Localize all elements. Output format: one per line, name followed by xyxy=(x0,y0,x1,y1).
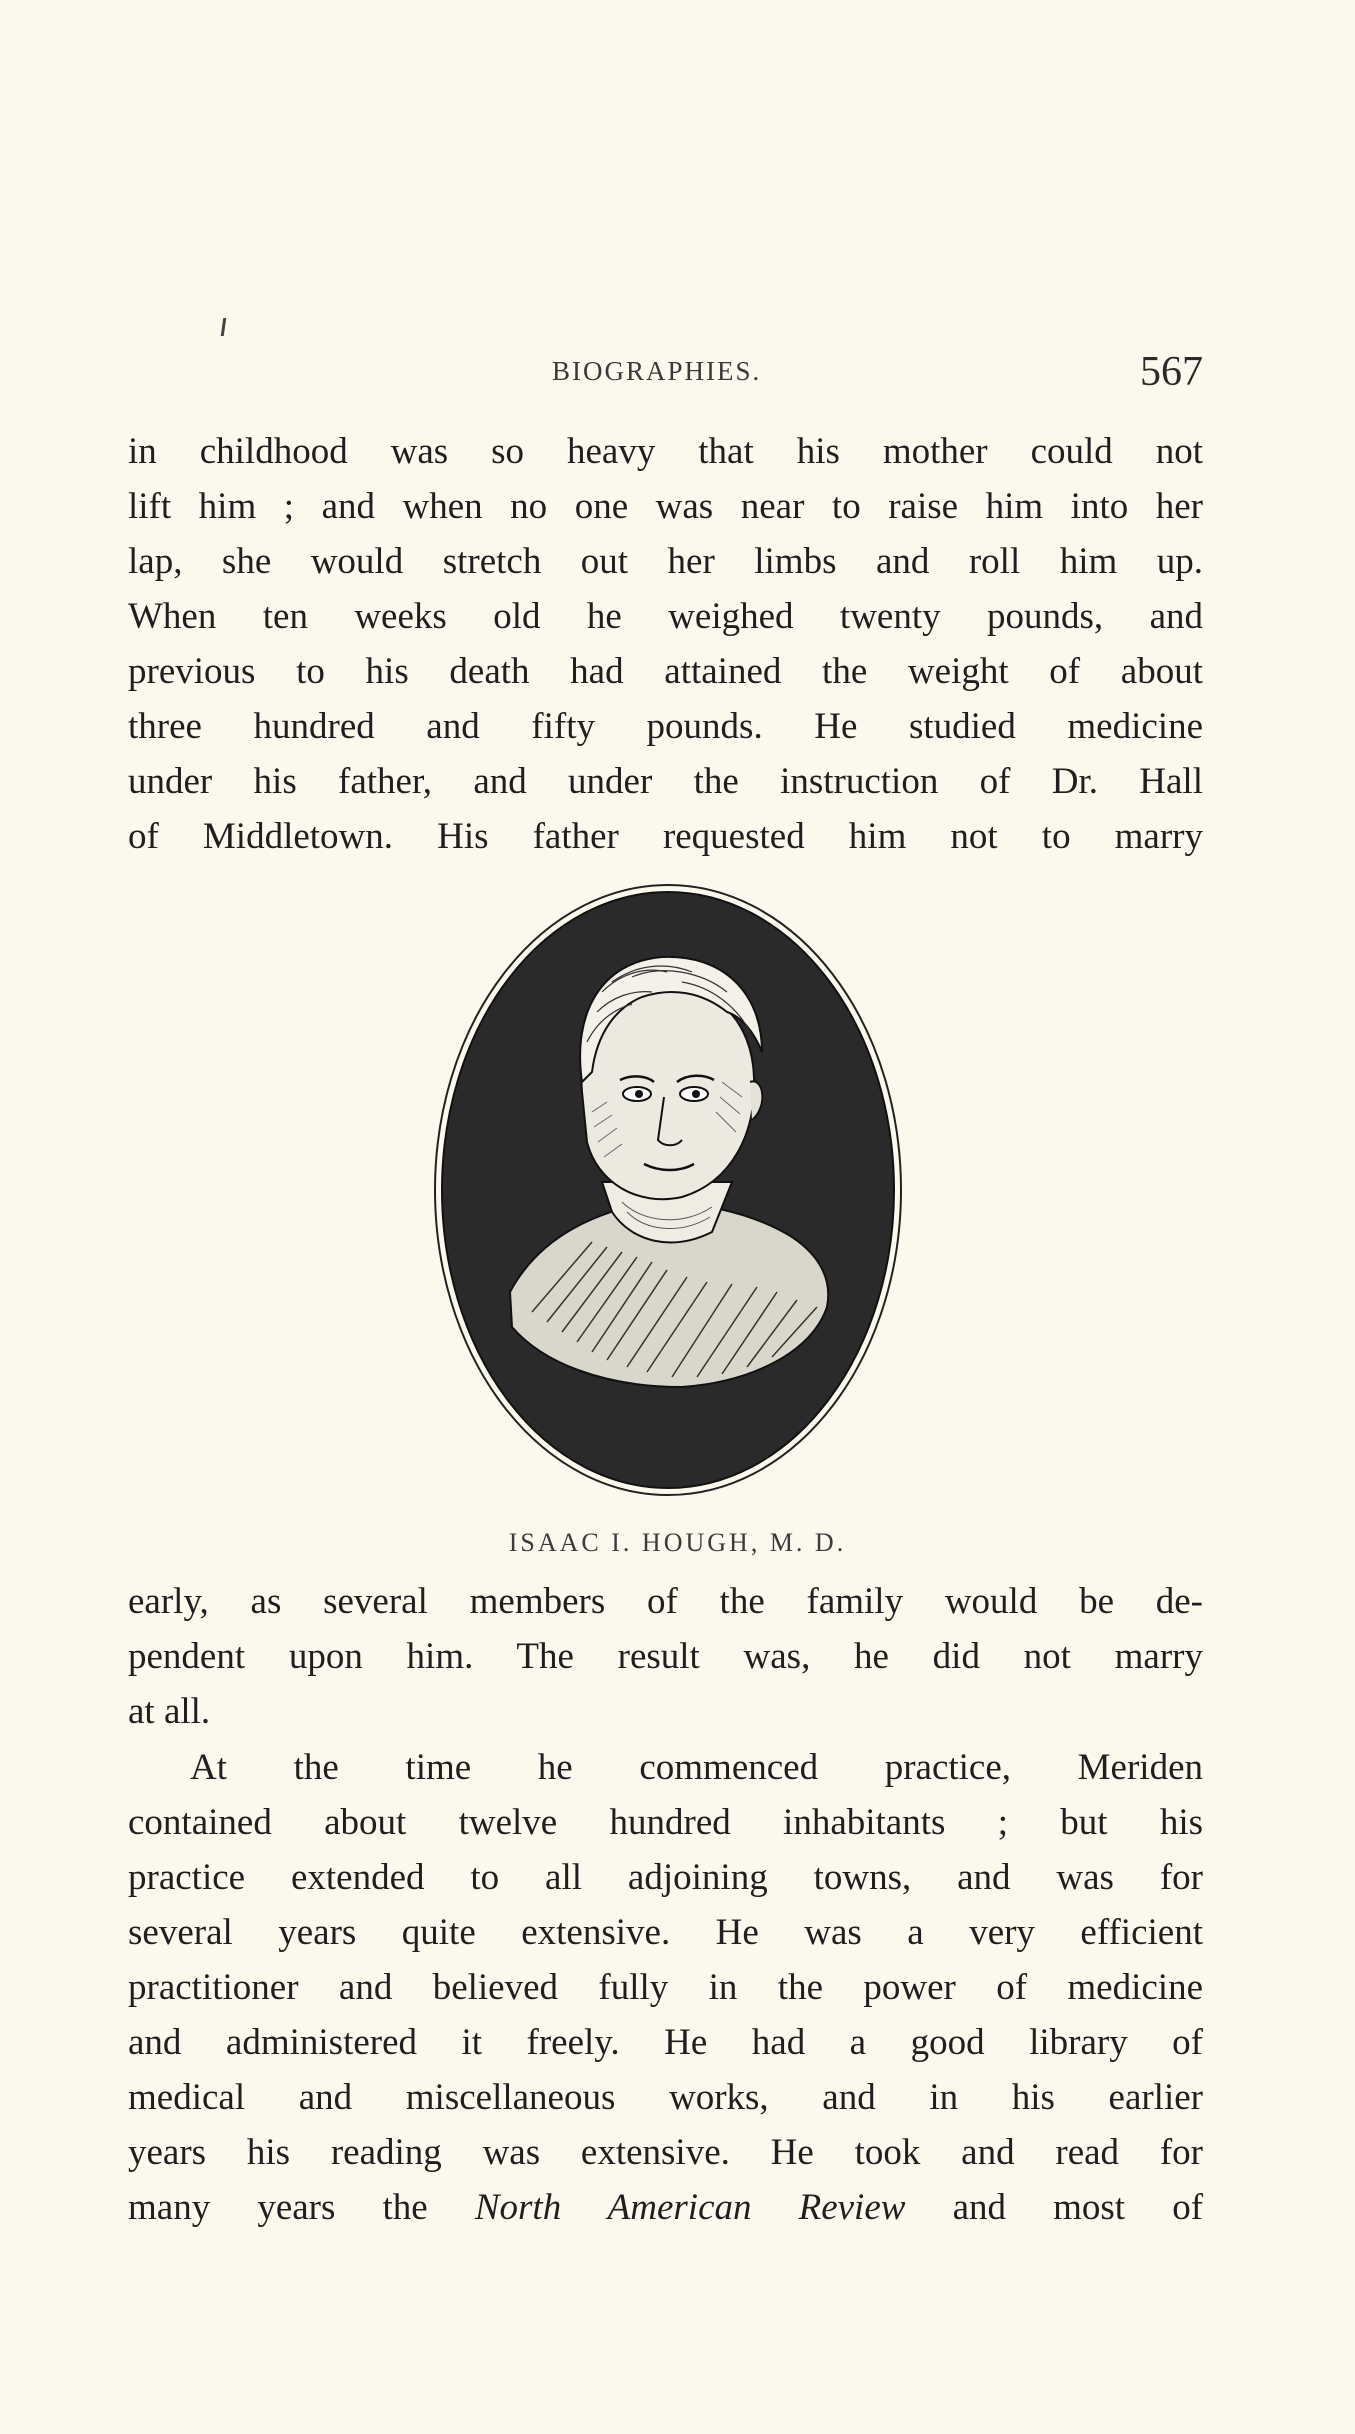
text-line: early, as several members of the family would be de- xyxy=(128,1581,1203,1622)
paragraph-continued xyxy=(128,1574,1203,1739)
text-line: practice extended to all adjoining towns, and was for xyxy=(128,1857,1203,1898)
stray-ink-mark xyxy=(221,318,227,336)
text-line: At the time he commenced practice, Meriden xyxy=(190,1747,1203,1788)
paragraph-practice xyxy=(128,1740,1203,2235)
text-line: previous to his death had attained the weight of about xyxy=(128,651,1203,692)
text-line: contained about twelve hundred inhabitants ; but his xyxy=(128,1802,1203,1843)
text-line-end: and most of xyxy=(952,2187,1203,2228)
text-line: under his father, and under the instruction of Dr. Hall xyxy=(128,761,1203,802)
text-line: When ten weeks old he weighed twenty pounds, and xyxy=(128,596,1203,637)
paragraph-top xyxy=(128,424,1203,864)
text-line: lap, she would stretch out her limbs and roll him up. xyxy=(128,541,1203,582)
text-line xyxy=(128,2180,1203,2235)
text-line: pendent upon him. The result was, he did not marry xyxy=(128,1636,1203,1677)
text-line-start: many years the xyxy=(128,2187,428,2228)
text-line: medical and miscellaneous works, and in his earlier xyxy=(128,2077,1203,2118)
text-line: of Middletown. His father requested him not to marry xyxy=(128,816,1203,857)
text-line: in childhood was so heavy that his mother could not xyxy=(128,431,1203,472)
portrait-caption: ISAAC I. HOUGH, M. D. xyxy=(508,1528,847,1557)
text-line: practitioner and believed fully in the power of medicine xyxy=(128,1967,1203,2008)
running-title: BIOGRAPHIES. xyxy=(552,356,762,386)
text-line: and administered it freely. He had a good library of xyxy=(128,2022,1203,2063)
page-number: 567 xyxy=(1140,349,1203,395)
running-head xyxy=(128,348,1203,398)
text-line: years his reading was extensive. He took and read for xyxy=(128,2132,1203,2173)
text-line: at all. xyxy=(128,1691,211,1732)
periodical-title: North American Review xyxy=(474,2187,906,2228)
text-line: lift him ; and when no one was near to raise him into her xyxy=(128,486,1203,527)
text-line: three hundred and fifty pounds. He studied medicine xyxy=(128,706,1203,747)
text-line: several years quite extensive. He was a very efficient xyxy=(128,1912,1203,1953)
portrait-engraving xyxy=(432,882,904,1498)
